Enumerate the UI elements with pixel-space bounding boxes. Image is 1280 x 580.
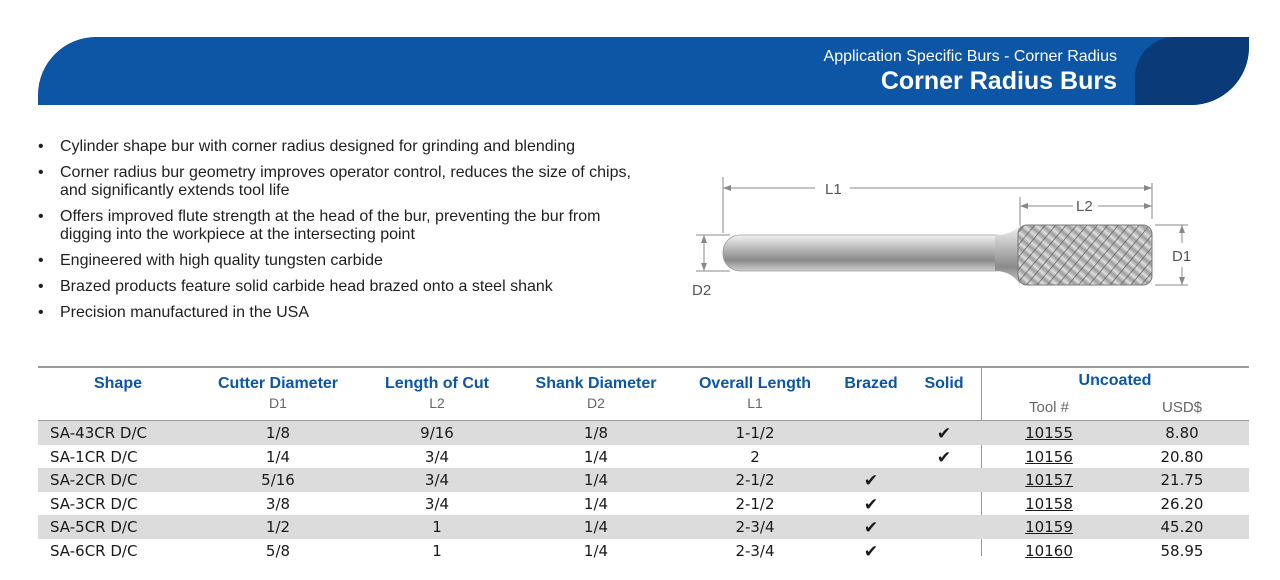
table-row [38,515,1249,539]
cell-shape: SA-43CR D/C [50,424,147,442]
col-header-length-of-cut: Length of Cut [385,375,489,392]
cell-d1: 1/8 [265,424,291,442]
table-row [38,421,1249,445]
l2-arrowhead-left [1020,203,1028,209]
cell-price: 21.75 [1160,471,1204,489]
feature-list [36,138,656,330]
tool-number-link[interactable]: 10158 [1025,494,1073,513]
cell-l1: 2-3/4 [735,541,775,560]
cell-l2: 1 [432,541,442,560]
cell-l1: 2-1/2 [735,494,775,513]
check-icon: ✔ [863,494,879,515]
col-header-cutter-diameter: Cutter Diameter [217,375,339,392]
tool-number-link[interactable]: 10159 [1025,518,1073,536]
cell-d2: 1/4 [583,447,609,466]
cell-price: 26.20 [1160,494,1204,513]
col-header-uncoated: Uncoated [1078,372,1152,389]
feature-item [36,164,656,200]
bullet-icon: • [38,304,44,321]
cell-d2: 1/8 [583,424,609,442]
d1-label: D1 [1172,248,1192,265]
check-icon: ✔ [936,424,952,444]
feature-item [36,138,656,156]
cell-price: 45.20 [1160,518,1204,536]
col-header-solid: Solid [924,375,964,392]
table-row [38,445,1249,469]
feature-text: Brazed products feature solid carbide head brazed onto a steel shank [60,278,553,295]
cell-l1: 2 [750,447,760,466]
feature-text: Cylinder shape bur with corner radius designed for grinding and blending [60,138,575,155]
cell-shape: SA-6CR D/C [50,541,138,560]
cell-l2: 1 [432,518,442,536]
feature-text: Offers improved flute strength at the head of the bur, preventing the bur from digging into the workpiece at the intersecting point [60,208,601,243]
col-sub-d1: D1 [269,395,287,411]
cell-l1: 1-1/2 [735,424,775,442]
d2-arrowhead-bottom [701,263,707,271]
l1-arrowhead-left [723,185,731,191]
cell-l2: 3/4 [424,471,450,489]
cell-d1: 3/8 [265,494,291,513]
d2-arrowhead-top [701,235,707,243]
check-icon: ✔ [863,471,879,491]
table-body [38,421,1249,562]
cell-d2: 1/4 [583,518,609,536]
page-subtitle: Application Specific Burs - Corner Radius [823,48,1117,65]
cell-d2: 1/4 [583,541,609,560]
col-header-usd: USD$ [1161,399,1202,416]
d1-arrowhead-bottom [1179,277,1185,285]
col-sub-d2: D2 [587,395,605,411]
cell-shape: SA-1CR D/C [50,447,138,466]
cell-price: 8.80 [1165,424,1199,442]
header-banner [38,37,1249,105]
feature-item [36,278,656,296]
table-top-rule [38,366,1249,368]
table-row [38,492,1249,516]
cell-d1: 5/16 [261,471,295,489]
cell-d2: 1/4 [583,494,609,513]
tool-number-link[interactable]: 10157 [1025,471,1073,489]
l2-label: L2 [1076,198,1093,215]
bur-head [1018,225,1152,285]
cell-l2: 3/4 [424,494,450,513]
bur-diagram [690,175,1200,305]
bullet-icon: • [38,208,44,225]
bur-neck [995,225,1020,285]
d1-arrowhead-top [1179,225,1185,233]
col-header-shank-diameter: Shank Diameter [535,375,657,392]
col-header-overall-length: Overall Length [698,375,812,392]
bur-shank [723,235,1013,271]
cell-l1: 2-1/2 [735,471,775,489]
col-sub-l1: L1 [747,395,763,411]
feature-item [36,208,656,244]
l2-arrowhead-right [1144,203,1152,209]
cell-shape: SA-3CR D/C [50,494,138,513]
tool-number-link[interactable]: 10156 [1025,447,1073,466]
cell-price: 58.95 [1160,541,1204,560]
feature-text: Corner radius bur geometry improves operator control, reduces the size of chips, and significantly extends tool life [60,164,631,199]
cell-l1: 2-3/4 [735,518,775,536]
bullet-icon: • [38,252,44,269]
col-sub-l2: L2 [429,395,445,411]
cell-d1: 1/2 [265,518,291,536]
d2-label: D2 [692,282,712,299]
check-icon: ✔ [863,541,879,562]
tool-number-link[interactable]: 10160 [1025,541,1073,560]
banner-tab [1135,37,1249,105]
l1-label: L1 [825,181,842,198]
cell-shape: SA-2CR D/C [50,471,138,489]
col-header-tool-no: Tool # [1028,399,1070,416]
feature-item [36,304,656,322]
feature-text: Engineered with high quality tungsten carbide [60,252,383,269]
check-icon: ✔ [863,518,879,538]
cell-d1: 1/4 [265,447,291,466]
cell-d1: 5/8 [265,541,291,560]
bullet-icon: • [38,164,44,181]
tool-number-link[interactable]: 10155 [1025,424,1073,442]
cell-d2: 1/4 [583,471,609,489]
feature-text: Precision manufactured in the USA [60,304,310,321]
page-title: Corner Radius Burs [880,67,1117,95]
cell-l2: 3/4 [424,447,450,466]
col-header-brazed: Brazed [844,375,898,392]
cell-price: 20.80 [1160,447,1204,466]
cell-shape: SA-5CR D/C [50,518,138,536]
table-row [38,468,1249,492]
cell-l2: 9/16 [420,424,454,442]
bullet-icon: • [38,278,44,295]
check-icon: ✔ [936,447,952,468]
l1-arrowhead-right [1144,185,1152,191]
bullet-icon: • [38,138,44,155]
feature-item [36,252,656,270]
col-header-shape: Shape [93,375,142,392]
table-row [38,539,1249,563]
